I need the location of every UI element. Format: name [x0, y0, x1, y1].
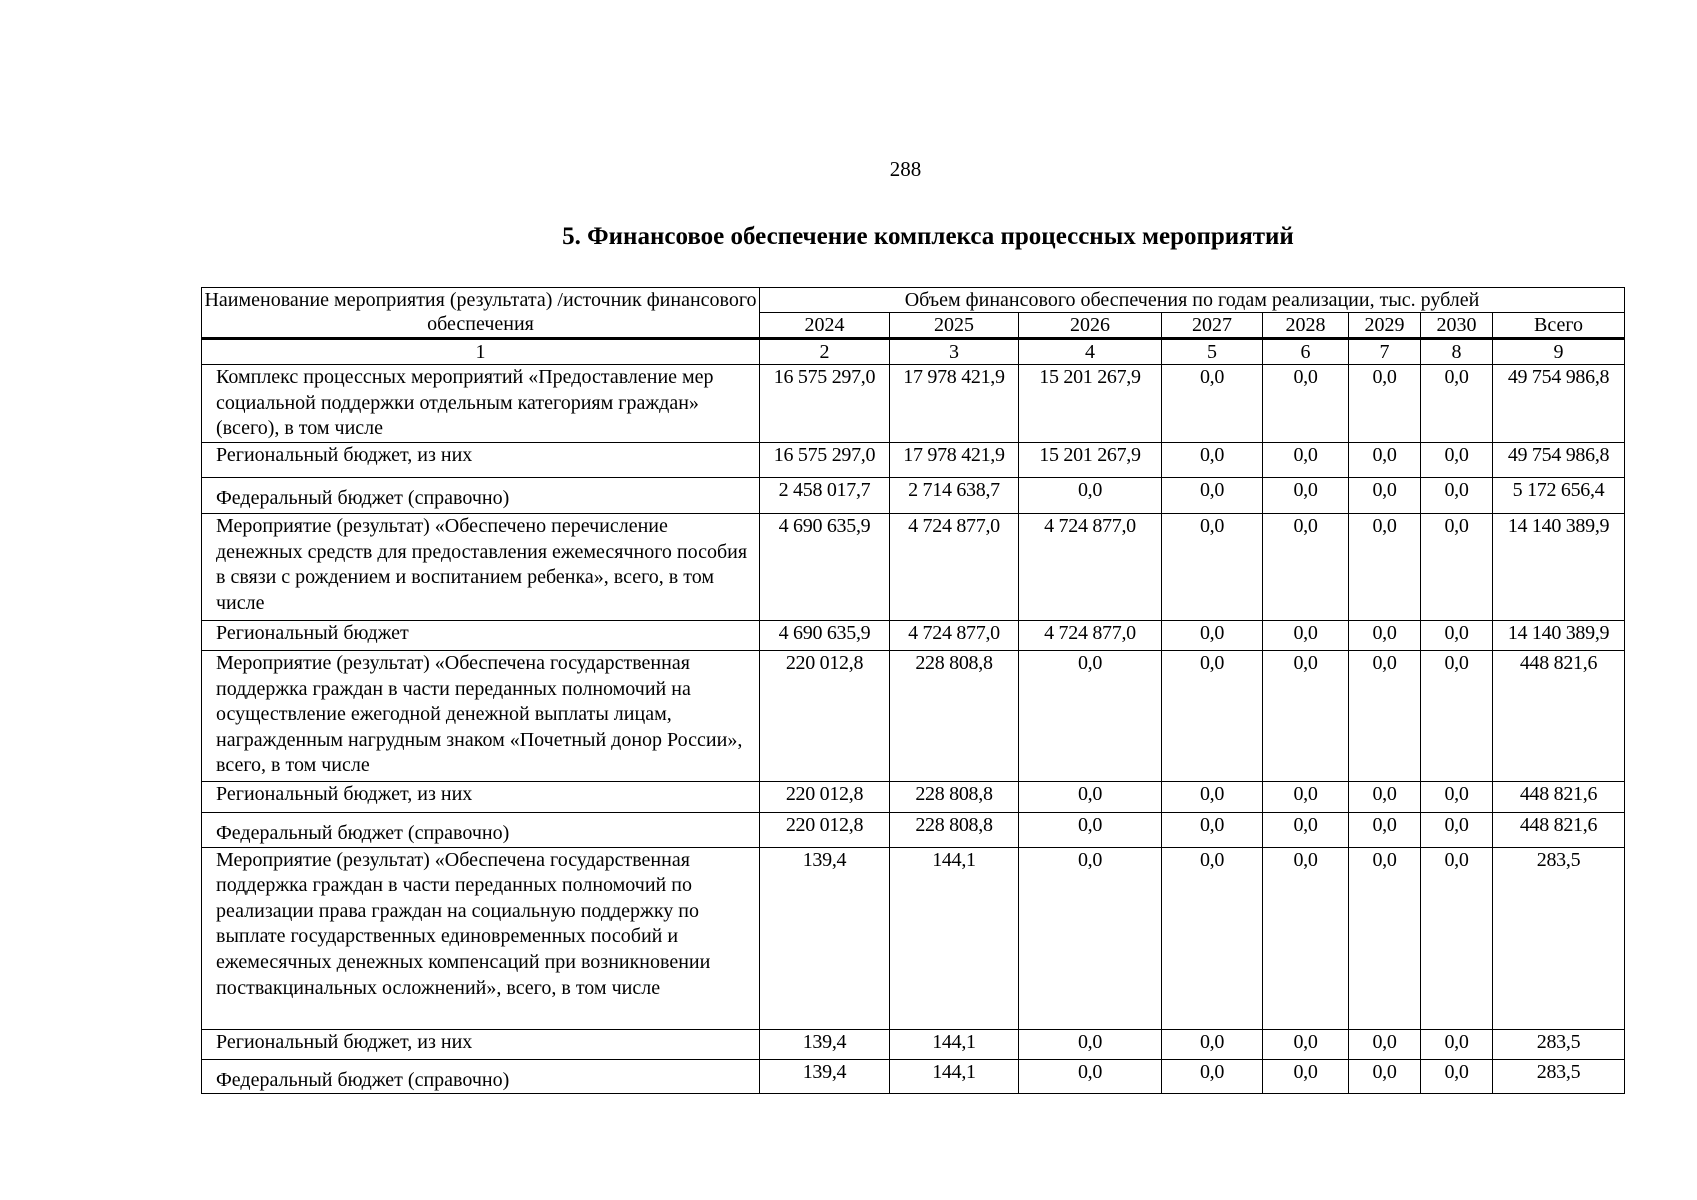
cell-value: 0,0	[1162, 1029, 1263, 1059]
cell-value: 0,0	[1019, 813, 1162, 848]
cell-value: 0,0	[1349, 478, 1421, 514]
column-number: 3	[890, 339, 1019, 365]
cell-value: 144,1	[890, 1059, 1019, 1094]
header-year: 2030	[1421, 313, 1493, 339]
column-number: 5	[1162, 339, 1263, 365]
cell-value: 0,0	[1349, 621, 1421, 651]
column-number: 1	[202, 339, 760, 365]
cell-value: 0,0	[1162, 1059, 1263, 1094]
header-name-column: Наименование мероприятия (результата) /источник финансового обеспечения	[202, 288, 760, 339]
cell-value: 220 012,8	[760, 813, 890, 848]
cell-value: 14 140 389,9	[1493, 621, 1625, 651]
row-name: Региональный бюджет, из них	[202, 443, 760, 478]
cell-value: 0,0	[1162, 782, 1263, 813]
cell-value: 0,0	[1349, 365, 1421, 443]
cell-value: 4 690 635,9	[760, 514, 890, 621]
table-row	[202, 621, 1625, 651]
cell-value: 0,0	[1019, 782, 1162, 813]
cell-value: 0,0	[1019, 847, 1162, 1029]
cell-value: 0,0	[1162, 813, 1263, 848]
row-name: Комплекс процессных мероприятий «Предоставление мер социальной поддержки отдельным категориям граждан» (всего), в том числе	[202, 365, 760, 443]
column-numbers-row	[202, 339, 1625, 365]
cell-value: 0,0	[1421, 365, 1493, 443]
cell-value: 220 012,8	[760, 651, 890, 782]
table-row	[202, 365, 1625, 443]
cell-value: 0,0	[1019, 1059, 1162, 1094]
cell-value: 0,0	[1421, 443, 1493, 478]
cell-value: 2 458 017,7	[760, 478, 890, 514]
cell-value: 4 690 635,9	[760, 621, 890, 651]
row-name: Мероприятие (результат) «Обеспечена государственная поддержка граждан в части переданных полномочий на осуществление ежегодной денежной выплаты лицам, награжденным нагрудным знаком «Почетный донор России», всего, в том числе	[202, 651, 760, 782]
cell-value: 0,0	[1421, 782, 1493, 813]
page-title: 5. Финансовое обеспечение комплекса процессных мероприятий	[562, 223, 1294, 250]
header-total: Всего	[1493, 313, 1625, 339]
financing-table	[201, 287, 1625, 1094]
cell-value: 0,0	[1263, 1059, 1349, 1094]
table-row	[202, 651, 1625, 782]
column-number: 7	[1349, 339, 1421, 365]
header-volume-column: Объем финансового обеспечения по годам реализации, тыс. рублей	[760, 288, 1625, 313]
page-number: 288	[889, 157, 922, 181]
header-year: 2027	[1162, 313, 1263, 339]
cell-value: 0,0	[1263, 813, 1349, 848]
cell-value: 139,4	[760, 1029, 890, 1059]
cell-value: 4 724 877,0	[1019, 621, 1162, 651]
table-row	[202, 782, 1625, 813]
row-name: Мероприятие (результат) «Обеспечена государственная поддержка граждан в части переданных полномочий по реализации права граждан на социальную поддержку по выплате государственных единовременных пособий и ежемесячных денежных компенсаций при возникновении поствакцинальных осложнений», всего, в том числе	[202, 847, 760, 1029]
header-year: 2024	[760, 313, 890, 339]
cell-value: 16 575 297,0	[760, 365, 890, 443]
column-number: 6	[1263, 339, 1349, 365]
header-row-main	[202, 288, 1625, 313]
cell-value: 139,4	[760, 1059, 890, 1094]
table-row	[202, 443, 1625, 478]
cell-value: 0,0	[1349, 782, 1421, 813]
cell-value: 15 201 267,9	[1019, 365, 1162, 443]
cell-value: 228 808,8	[890, 651, 1019, 782]
cell-value: 139,4	[760, 847, 890, 1029]
cell-value: 49 754 986,8	[1493, 443, 1625, 478]
row-name: Региональный бюджет, из них	[202, 782, 760, 813]
cell-value: 0,0	[1162, 621, 1263, 651]
cell-value: 0,0	[1263, 782, 1349, 813]
cell-value: 0,0	[1263, 651, 1349, 782]
cell-value: 283,5	[1493, 847, 1625, 1029]
header-year: 2025	[890, 313, 1019, 339]
cell-value: 448 821,6	[1493, 782, 1625, 813]
cell-value: 0,0	[1421, 514, 1493, 621]
row-name: Федеральный бюджет (справочно)	[202, 478, 760, 514]
cell-value: 0,0	[1162, 651, 1263, 782]
cell-value: 0,0	[1263, 443, 1349, 478]
cell-value: 49 754 986,8	[1493, 365, 1625, 443]
cell-value: 144,1	[890, 847, 1019, 1029]
cell-value: 0,0	[1162, 478, 1263, 514]
column-number: 4	[1019, 339, 1162, 365]
column-number: 9	[1493, 339, 1625, 365]
table-row	[202, 1029, 1625, 1059]
cell-value: 0,0	[1019, 651, 1162, 782]
cell-value: 0,0	[1263, 621, 1349, 651]
cell-value: 4 724 877,0	[890, 514, 1019, 621]
row-name: Федеральный бюджет (справочно)	[202, 813, 760, 848]
cell-value: 16 575 297,0	[760, 443, 890, 478]
cell-value: 0,0	[1263, 365, 1349, 443]
cell-value: 4 724 877,0	[890, 621, 1019, 651]
cell-value: 0,0	[1421, 1029, 1493, 1059]
cell-value: 0,0	[1019, 478, 1162, 514]
table-row	[202, 1059, 1625, 1094]
row-name: Мероприятие (результат) «Обеспечено перечисление денежных средств для предоставления ежемесячного пособия в связи с рождением и воспитанием ребенка», всего, в том числе	[202, 514, 760, 621]
header-year: 2028	[1263, 313, 1349, 339]
cell-value: 0,0	[1263, 1029, 1349, 1059]
cell-value: 0,0	[1349, 813, 1421, 848]
table-row	[202, 847, 1625, 1029]
cell-value: 0,0	[1421, 847, 1493, 1029]
cell-value: 0,0	[1349, 514, 1421, 621]
header-year: 2029	[1349, 313, 1421, 339]
cell-value: 15 201 267,9	[1019, 443, 1162, 478]
cell-value: 0,0	[1349, 443, 1421, 478]
table-row	[202, 813, 1625, 848]
cell-value: 0,0	[1162, 365, 1263, 443]
row-name: Региональный бюджет, из них	[202, 1029, 760, 1059]
cell-value: 17 978 421,9	[890, 443, 1019, 478]
cell-value: 0,0	[1421, 478, 1493, 514]
cell-value: 0,0	[1421, 1059, 1493, 1094]
cell-value: 0,0	[1421, 621, 1493, 651]
row-name: Федеральный бюджет (справочно)	[202, 1059, 760, 1094]
cell-value: 0,0	[1349, 847, 1421, 1029]
row-name: Региональный бюджет	[202, 621, 760, 651]
table-row	[202, 514, 1625, 621]
table-row	[202, 478, 1625, 514]
cell-value: 0,0	[1421, 651, 1493, 782]
column-number: 2	[760, 339, 890, 365]
cell-value: 0,0	[1162, 514, 1263, 621]
cell-value: 144,1	[890, 1029, 1019, 1059]
cell-value: 283,5	[1493, 1029, 1625, 1059]
column-number: 8	[1421, 339, 1493, 365]
cell-value: 4 724 877,0	[1019, 514, 1162, 621]
cell-value: 5 172 656,4	[1493, 478, 1625, 514]
cell-value: 0,0	[1263, 478, 1349, 514]
cell-value: 228 808,8	[890, 782, 1019, 813]
cell-value: 17 978 421,9	[890, 365, 1019, 443]
cell-value: 283,5	[1493, 1059, 1625, 1094]
cell-value: 0,0	[1263, 847, 1349, 1029]
cell-value: 220 012,8	[760, 782, 890, 813]
cell-value: 0,0	[1162, 443, 1263, 478]
cell-value: 0,0	[1019, 1029, 1162, 1059]
cell-value: 0,0	[1162, 847, 1263, 1029]
cell-value: 448 821,6	[1493, 813, 1625, 848]
cell-value: 448 821,6	[1493, 651, 1625, 782]
cell-value: 0,0	[1421, 813, 1493, 848]
header-year: 2026	[1019, 313, 1162, 339]
cell-value: 2 714 638,7	[890, 478, 1019, 514]
cell-value: 0,0	[1349, 651, 1421, 782]
cell-value: 14 140 389,9	[1493, 514, 1625, 621]
cell-value: 0,0	[1263, 514, 1349, 621]
cell-value: 0,0	[1349, 1029, 1421, 1059]
cell-value: 228 808,8	[890, 813, 1019, 848]
cell-value: 0,0	[1349, 1059, 1421, 1094]
